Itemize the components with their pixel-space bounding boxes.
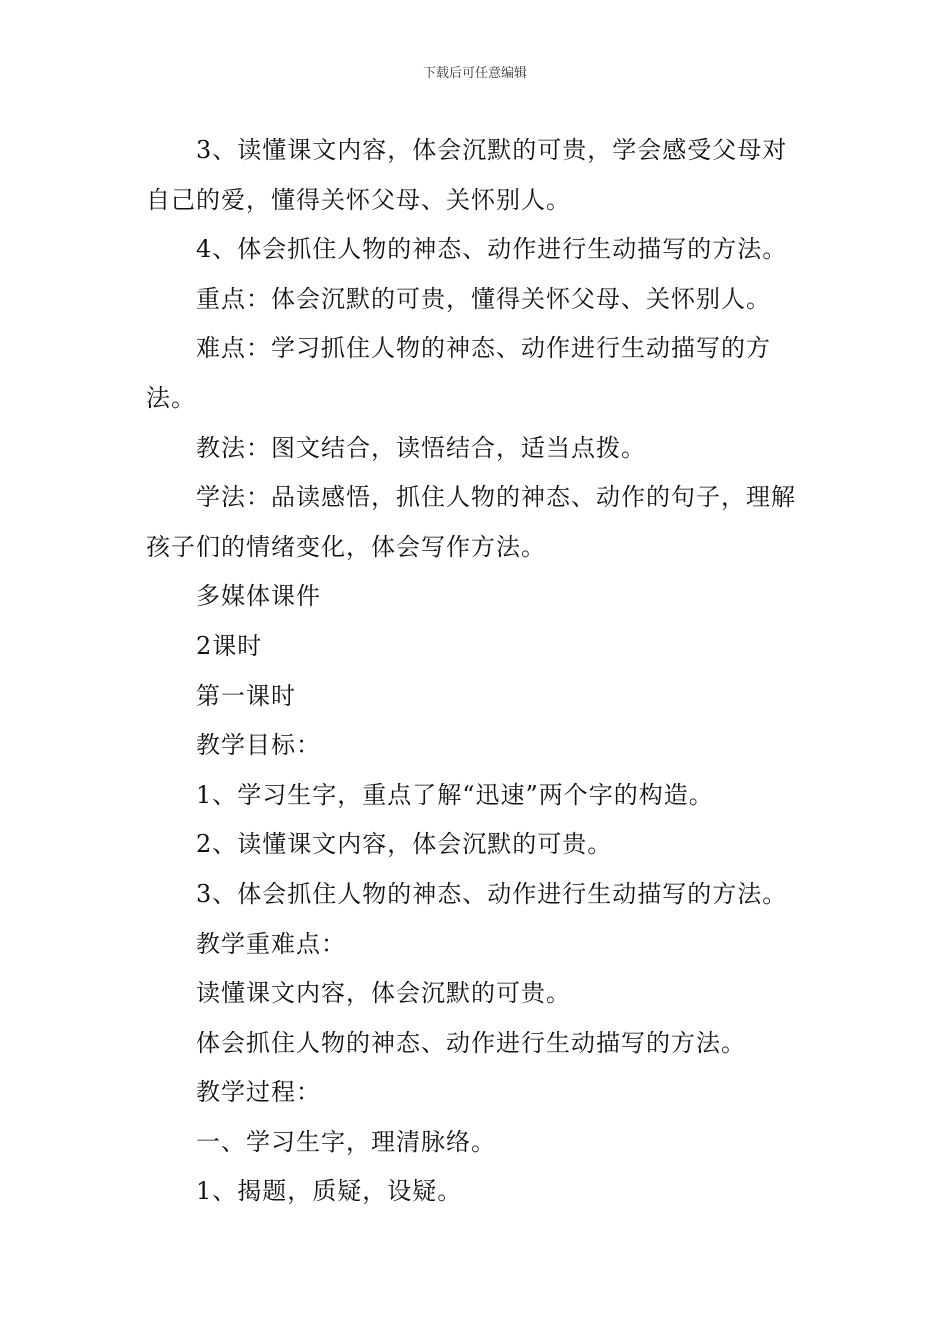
paragraph-objective-3: 3、体会抓住人物的神态、动作进行生动描写的方法。 [196, 879, 788, 908]
paragraph-key-difficulty-1: 读懂课文内容，体会沉默的可贵。 [196, 979, 571, 1008]
paragraph-step-1: 一、学习生字，理清脉络。 [196, 1127, 496, 1156]
paragraph-goal-4: 4、体会抓住人物的神态、动作进行生动描写的方法。 [196, 235, 788, 264]
paragraph-lesson-count: 2课时 [196, 631, 263, 660]
paragraph-teaching-method: 教法：图文结合，读悟结合，适当点拨。 [196, 433, 646, 462]
paragraph-step-1-1: 1、揭题，质疑，设疑。 [196, 1177, 463, 1206]
document-body [146, 126, 806, 1217]
paragraph-media: 多媒体课件 [196, 582, 321, 611]
paragraph-objective-1: 1、学习生字，重点了解“迅速”两个字的构造。 [196, 780, 714, 809]
paragraph-objective-2: 2、读懂课文内容，体会沉默的可贵。 [196, 830, 613, 859]
paragraph-process-heading: 教学过程： [196, 1078, 321, 1107]
paragraph-objectives-heading: 教学目标： [196, 731, 321, 760]
paragraph-key-difficulties-heading: 教学重难点： [196, 929, 346, 958]
paragraph-key-difficulty-2: 体会抓住人物的神态、动作进行生动描写的方法。 [196, 1028, 746, 1057]
paragraph-difficulty: 难点：学习抓住人物的神态、动作进行生动描写的方法。 [146, 334, 771, 412]
paragraph-first-lesson: 第一课时 [196, 681, 296, 710]
page-header: 下载后可任意编辑 [422, 66, 527, 81]
paragraph-goal-3: 3、读懂课文内容，体会沉默的可贵，学会感受父母对自己的爱，懂得关怀父母、关怀别人。 [146, 136, 788, 214]
paragraph-learning-method: 学法：品读感悟，抓住人物的神态、动作的句子，理解孩子们的情绪变化，体会写作方法。 [146, 483, 796, 561]
paragraph-key-point: 重点：体会沉默的可贵，懂得关怀父母、关怀别人。 [196, 284, 771, 313]
